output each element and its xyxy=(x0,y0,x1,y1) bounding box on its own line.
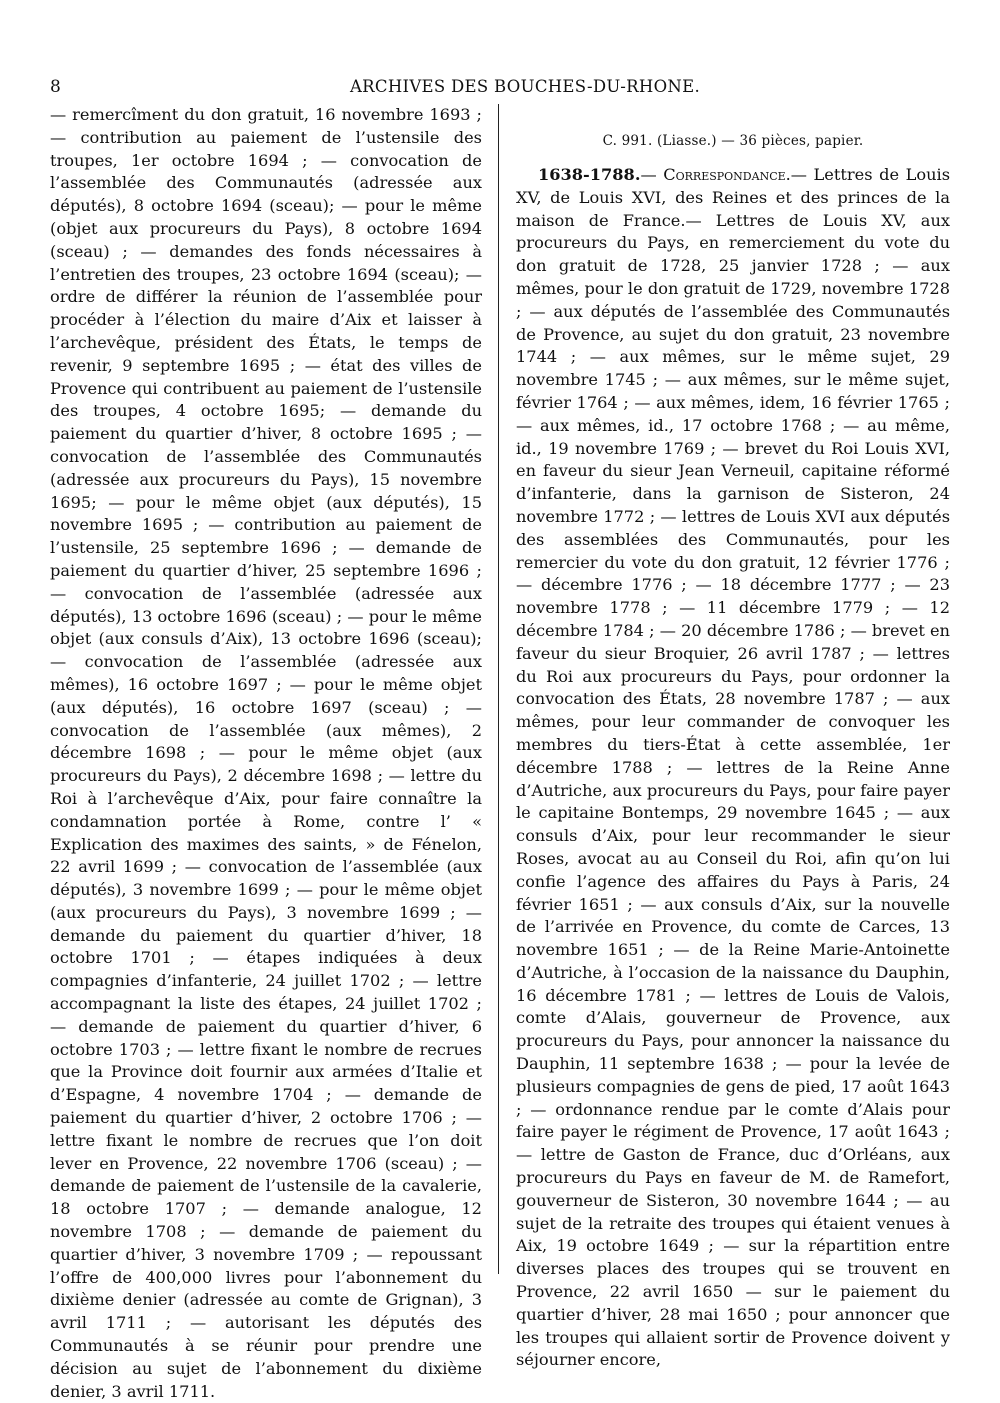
running-title: ARCHIVES DES BOUCHES-DU-RHONE. xyxy=(349,77,701,96)
column-divider xyxy=(498,104,499,1274)
archive-reference: C. 991. (Liasse.) — 36 pièces, papier. xyxy=(602,133,864,149)
entry-text: — Lettres de Louis XV, de Louis XVI, des Reines et des princes de la maison de France.— Lettres de Louis XV, aux procureurs du Pays, en remerciement du vote du don gratuit de 1728, 25 janvier 1728 ; — aux mêmes, pour le don gratuit de 1729, novembre 1728 ; — aux députés de l’assemblée des Communautés de Provence, au sujet du don gratuit, 23 novembre 1744 ; — aux mêmes, sur le même sujet, 29 novembre 1745 ; — aux mêmes, sur le même sujet, février 1764 ; — aux mêmes, idem, 16 février 1765 ; — aux mêmes, id., 17 octobre 1768 ; — au même, id., 19 novembre 1769 ; — brevet du Roi Louis XVI, en faveur du sieur Jean Verneuil, capitaine réformé d’infanterie, dans la garnison de Sisteron, 24 novembre 1772 ; — lettres de Louis XVI aux députés des assemblées des Communautés, pour les remercier du vote du don gratuit, 12 février 1776 ; — décembre 1776 ; — 18 décembre 1777 ; — 23 novembre 1778 ; — 11 décembre 1779 ; — 12 décembre 1784 ; — 20 décembre 1786 ; — brevet en faveur du sieur Broquier, 26 avril 1787 ; — lettres du Roi aux procureurs du Pays, pour ordonner la convocation des États, 28 novembre 1787 ; — aux mêmes, pour leur commander de convoquer les membres du tiers-État à cette assemblée, 1er décembre 1788 ; — lettres de la Reine Anne d’Autriche, aux procureurs du Pays, pour faire payer le capitaine Bontemps, 29 novembre 1645 ; — aux consuls d’Aix, pour leur recommander le sieur Roses, avocat au au Conseil du Roi, afin qu’on lui confie l’agence des affaires du Pays à Paris, 24 février 1651 ; — aux consuls d’Aix, sur la nouvelle de l’arrivée en Provence, du comte de Carces, 13 novembre 1651 ; — de la Reine Marie-Antoinette d’Autriche, à l’occasion de la naissance du Dauphin, 16 décembre 1781 ; — lettres de Louis de Valois, comte d’Alais, gouverneur de Provence, aux procureurs du Pays, pour annoncer la naissance du Dauphin, 11 septembre 1638 ; — pour la levée de plusieurs compagnies de gens de pied, 17 août 1643 ; — ordonnance rendue par le comte d’Alais pour faire payer le régiment de Provence, 17 août 1643 ; — lettre de Gaston de France, duc d’Orléans, aux procureurs du Pays en faveur de M. de Ramefort, gouverneur de Sisteron, 30 novembre 1644 ; — au sujet de la retraite des troupes qui étaient venues à Aix, 19 octobre 1649 ; — sur la répartition entre diverses places des troupes qui se trouvent en Provence, 22 avril 1650 — sur le paiement du quartier d’hiver, 28 mai 1650 ; pour annoncer que les troupes qui allaient sortir de Provence doivent y séjourner encore, xyxy=(516,165,950,1370)
left-column xyxy=(50,104,482,1403)
page-header xyxy=(50,76,950,102)
left-column-text: — remercîment du don gratuit, 16 novembre 1693 ; — contribution au paiement de l’ustensile des troupes, 1er octobre 1694 ; — convocation de l’assemblée des Communautés (adressée aux députés), 8 octobre 1694 (sceau); — pour le même (objet aux procureurs du Pays), 8 octobre 1694 (sceau) ; — demandes des fonds nécessaires à l’entretien des troupes, 23 octobre 1694 (sceau); — ordre de différer la réunion de l’assemblée pour procéder à l’élection du maire d’Aix et laisser à l’archevêque, président des États, le temps de revenir, 9 septembre 1695 ; — état des villes de Provence qui contribuent au paiement de l’ustensile des troupes, 4 octobre 1695; — demande du paiement du quartier d’hiver, 8 octobre 1695 ; — convocation de l’assemblée des Communautés (adressée aux procureurs du Pays), 15 novembre 1695; — pour le même objet (aux députés), 15 novembre 1695 ; — contribution au paiement de l’ustensile, 25 septembre 1696 ; — demande de paiement du quartier d’hiver, 25 septembre 1696 ; — convocation de l’assemblée (adressée aux députés), 13 octobre 1696 (sceau) ; — pour le même objet (aux consuls d’Aix), 13 octobre 1696 (sceau); — convocation de l’assemblée (adressée aux mêmes), 16 octobre 1697 ; — pour le même objet (aux députés), 16 octobre 1697 (sceau) ; — convocation de l’assemblée (aux mêmes), 2 décembre 1698 ; — pour le même objet (aux procureurs du Pays), 2 décembre 1698 ; — lettre du Roi à l’archevêque d’Aix, pour faire connaître la condamnation portée à Rome, contre l’ « Explication des maximes des saints, » de Fénelon, 22 avril 1699 ; — convocation de l’assemblée (aux députés), 3 novembre 1699 ; — pour le même objet (aux procureurs du Pays), 3 novembre 1699 ; — demande du paiement du quartier d’hiver, 18 octobre 1701 ; — étapes indiquées à deux compagnies d’infanterie, 24 juillet 1702 ; — lettre accompagnant la liste des étapes, 24 juillet 1702 ; — demande de paiement du quartier d’hiver, 6 octobre 1703 ; — lettre fixant le nombre de recrues que la Province doit fournir aux armées d’Italie et d’Espagne, 4 novembre 1704 ; — demande de paiement du quartier d’hiver, 2 octobre 1706 ; — lettre fixant le nombre de recrues que l’on doit lever en Provence, 22 novembre 1706 (sceau) ; — demande de paiement de l’ustensile de la cavalerie, 18 octobre 1707 ; — demande analogue, 12 novembre 1708 ; — demande de paiement du quartier d’hiver, 3 novembre 1709 ; — repoussant l’offre de 400,000 livres pour l’abonnement du dixième denier (adressée au comte de Grignan), 3 avril 1711 ; — autorisant les députés des Communautés à se réunir pour prendre une décision au sujet de l’abonnement du dixième denier, 3 avril 1711. xyxy=(50,105,482,1401)
entry-heading: — Correspondance. xyxy=(640,165,791,184)
archive-entry xyxy=(516,164,950,1372)
entry-dates: 1638-1788. xyxy=(538,165,641,184)
right-column xyxy=(516,104,950,1372)
page-number: 8 xyxy=(50,77,61,97)
